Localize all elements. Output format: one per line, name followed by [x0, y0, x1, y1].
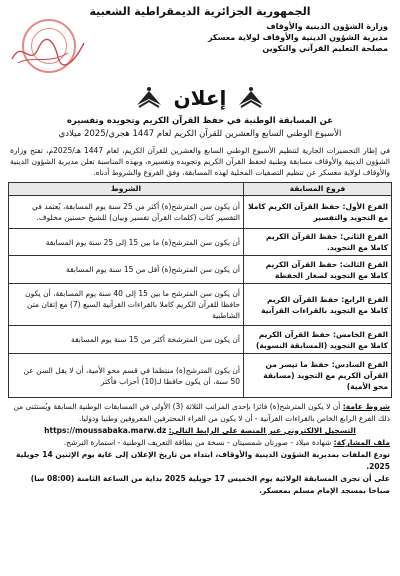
- general-conditions-text: أن لا يكون المترشح(ة) فائزا بإحدى المراتب الثلاثة (3) الأولى في المسابقات الوطنية السابقة ويُستثنى من ذلك الفرع الرابع الخاص بالقراءات القرآنية - أن لا يكون من القراء المحترفين المعروفين وطنيا ودوليا.: [13, 402, 390, 423]
- branch-cell: الفرع الثالث: حفظ القرآن الكريم كاملا مع التجويد لصغار الحفظة: [244, 256, 392, 284]
- branch-cell: الفرع الخامس: حفظ القرآن الكريم كاملا مع التجويد (المسابقة النسوية): [244, 326, 392, 354]
- announcement-week: الأسبوع الوطني السابع والعشرين للقرآن الكريم لعام 1447 هجري/2025 ميلادي: [58, 129, 342, 139]
- republic-title: الجمهورية الجزائرية الديمقراطية الشعبية: [89, 5, 311, 18]
- quran-book-icon: [134, 85, 164, 111]
- header-conditions: الشروط: [9, 183, 244, 196]
- table-row: [9, 354, 392, 398]
- ministry-lines: [208, 21, 388, 54]
- conditions-cell: أن يكون سن المترشح ما بين 15 إلى 40 سنة يوم المسابقة، أن يكون حافظا للقرآن الكريم كاملا بالقراءات القرآنية السبع (7) مع إتقان متن الشاطبية: [9, 284, 244, 326]
- registration-label: التسجيل الالكتروني عبر المنصة على الرابط التالي:: [168, 426, 356, 435]
- branches-table: [8, 182, 392, 398]
- registration-line: [10, 425, 390, 437]
- conditions-cell: أن يكون سن المترشح(ة) أكثر من 25 سنة يوم المسابقة، يُعتمد في التفسير كتاب (كلمات القرآن تفسير وبيان) للشيخ حسنين مخلوف.: [9, 196, 244, 229]
- announcement-title: إعلان: [173, 86, 227, 110]
- ministry-line-3: مصلحة التعليم القرآني والتكوين: [262, 44, 388, 53]
- deposit-deadline: تودع الملفات بمديرية الشؤون الدينية والأوقاف، ابتداء من تاريخ الإعلان إلى غاية يوم الإثنين 14 جويلية 2025.: [16, 450, 390, 471]
- branch-cell: الفرع الرابع: حفظ القرآن الكريم كاملا مع التجويد بالقراءات القرآنية: [244, 284, 392, 326]
- header-block: [8, 19, 392, 81]
- table-row: [9, 196, 392, 229]
- general-conditions: [10, 401, 390, 425]
- registration-link[interactable]: https://moussabaka.marw.dz: [44, 426, 167, 435]
- table-row: [9, 326, 392, 354]
- ministry-line-2: مديرية الشؤون الدينية والأوقاف لولاية معسكر: [207, 33, 388, 42]
- table-row: [9, 229, 392, 256]
- file-text: شهادة ميلاد - صورتان شمسيتان - نسخة من بطاقة التعريف الوطنية - استمارة الترشح.: [63, 438, 332, 447]
- intro-paragraph: في إطار التحضيرات الجارية لتنظيم الأسبوع الوطني السابع والعشرين للقرآن الكريم، لعام 1447 هـ/2025م، تفتح وزارة الشؤون الدينية والأوقاف مسابقة وطنية لحفظ القرآن الكريم وتجويده وتفسيره، وبهذه المناسبة تعلن مديرية الشؤون الدينية والأوقاف لولاية معسكر عن تنظيم التصفيات المحلية لهذه المسابقة، وفق الفروع والشروط أدناه.: [10, 146, 390, 177]
- announcement-title-row: [8, 81, 392, 115]
- table-row: [9, 256, 392, 284]
- signature-icon: [8, 33, 88, 69]
- table-row: [9, 284, 392, 326]
- conditions-cell: أن يكون سن المترشح(ة) أقل من 15 سنة يوم المسابقة: [9, 256, 244, 284]
- conditions-cell: أن يكون سن المترشح(ة) ما بين 15 إلى 25 سنة يوم المسابقة: [9, 229, 244, 256]
- quran-book-icon: [236, 85, 266, 111]
- general-conditions-label: شروط عامة:: [342, 402, 390, 411]
- notes-section: [8, 398, 392, 497]
- ministry-line-1: وزارة الشؤون الدينية والأوقاف: [266, 22, 388, 31]
- file-label: ملف المشاركة:: [333, 438, 390, 447]
- branch-cell: الفرع الثاني: حفظ القرآن الكريم كاملا مع التجويد.: [244, 229, 392, 256]
- header-branches: فروع المسابقة: [244, 183, 392, 196]
- conditions-cell: أن يكون سن المترشحة أكثر من 15 سنة يوم المسابقة: [9, 326, 244, 354]
- branch-cell: الفرع الأول: حفظ القرآن الكريم كاملا مع التجويد والتفسير: [244, 196, 392, 229]
- file-requirements: [10, 437, 390, 449]
- conditions-cell: أن يكون المترشح(ة) منتظما في قسم محو الأمية، أن لا يقل السن عن 50 سنة، أن يكون حافظا لـ(10) أحزاب فأكثر: [9, 354, 244, 398]
- exam-date: على أن تجرى المسابقة الولائية يوم الخميس 17 جويلية 2025 بداية من الساعة الثامنة (08:00 سا) صباحا بمسجد الإمام مسلم بمعسكر.: [30, 474, 390, 495]
- announcement-subtitle: عن المسابقة الوطنية في حفظ القرآن الكريم وتجويده وتفسيره: [66, 116, 334, 126]
- branch-cell: الفرع السادس: حفظ ما تيسر من القرآن الكريم مع التجويد (مسابقة محو الأمية): [244, 354, 392, 398]
